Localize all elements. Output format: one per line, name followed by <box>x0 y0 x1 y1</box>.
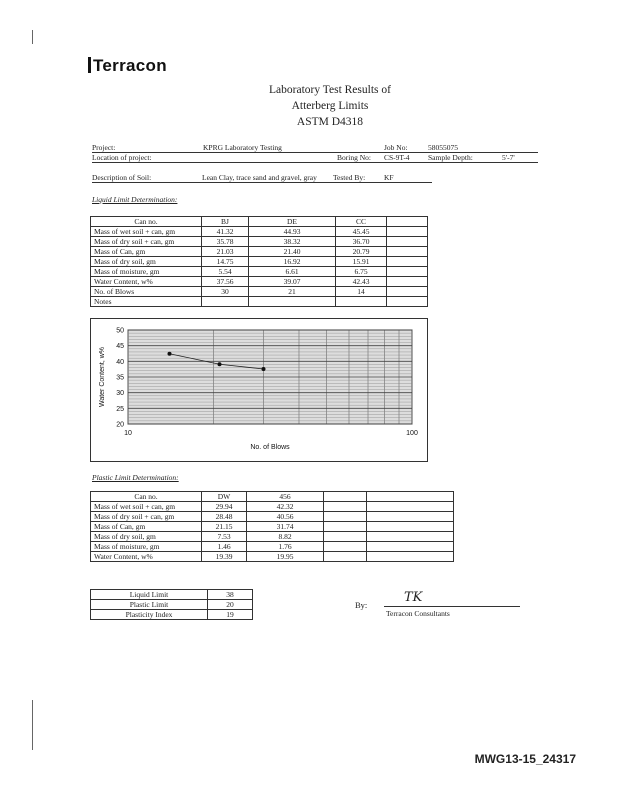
cell: 7.53 <box>202 532 247 542</box>
blank-cell <box>324 492 367 502</box>
table-row <box>91 257 428 267</box>
title-line-1: Laboratory Test Results of <box>269 84 391 96</box>
blank-cell <box>367 532 454 542</box>
cell: 6.61 <box>249 267 336 277</box>
x-axis-label: No. of Blows <box>250 444 290 451</box>
cell: 29.94 <box>202 502 247 512</box>
row-label: Water Content, w% <box>91 552 202 562</box>
data-point <box>168 352 172 356</box>
cell: 44.93 <box>249 227 336 237</box>
table-row <box>91 542 454 552</box>
table-row <box>91 552 454 562</box>
boring-label: Boring No: <box>337 153 371 162</box>
blank-cell <box>367 552 454 562</box>
job-label: Job No: <box>384 143 408 152</box>
terracon-logo: Terracon <box>88 56 167 76</box>
result-row <box>91 610 253 620</box>
blank-cell <box>387 217 428 227</box>
row-label: Mass of wet soil + can, gm <box>91 502 202 512</box>
row-label: No. of Blows <box>91 287 202 297</box>
tested-by-value: KF <box>384 173 394 182</box>
cell: 36.70 <box>336 237 387 247</box>
table-header: CC <box>336 217 387 227</box>
row-label: Mass of Can, gm <box>91 522 202 532</box>
description-value: Lean Clay, trace sand and gravel, gray <box>202 173 317 182</box>
result-label: Plasticity Index <box>91 610 208 620</box>
y-tick-label: 30 <box>116 390 124 398</box>
cell: 38.32 <box>249 237 336 247</box>
result-row <box>91 590 253 600</box>
result-value: 20 <box>208 600 253 610</box>
signature-line <box>384 606 520 607</box>
tested-by-label: Tested By: <box>333 173 366 182</box>
scan-mark <box>32 700 33 750</box>
table-row <box>91 522 454 532</box>
result-label: Liquid Limit <box>91 590 208 600</box>
table-row <box>91 502 454 512</box>
cell: 42.32 <box>247 502 324 512</box>
blank-cell <box>387 267 428 277</box>
divider <box>92 162 538 163</box>
plastic-limit-table <box>90 491 454 562</box>
blank-cell <box>336 297 387 307</box>
depth-value: 5'-7' <box>502 153 515 162</box>
y-tick-label: 25 <box>116 405 124 413</box>
cell: 19.39 <box>202 552 247 562</box>
cell: 6.75 <box>336 267 387 277</box>
cell: 19.95 <box>247 552 324 562</box>
cell: 31.74 <box>247 522 324 532</box>
blank-cell <box>367 542 454 552</box>
table-row <box>91 237 428 247</box>
blank-cell <box>324 532 367 542</box>
row-label: Mass of dry soil + can, gm <box>91 237 202 247</box>
cell: 21.03 <box>202 247 249 257</box>
blank-cell <box>387 227 428 237</box>
row-label: Water Content, w% <box>91 277 202 287</box>
x-tick-label: 100 <box>406 430 418 437</box>
cell: 28.48 <box>202 512 247 522</box>
cell: 21.40 <box>249 247 336 257</box>
cell: 42.43 <box>336 277 387 287</box>
boring-value: CS-9T-4 <box>384 153 410 162</box>
notes-label: Notes <box>91 297 202 307</box>
table-header-row <box>91 492 454 502</box>
blank-cell <box>249 297 336 307</box>
document-id: MWG13-15_24317 <box>474 752 576 766</box>
cell: 41.32 <box>202 227 249 237</box>
liquid-limit-section-title: Liquid Limit Determination: <box>92 195 178 204</box>
row-label: Mass of dry soil, gm <box>91 532 202 542</box>
description-label: Description of Soil: <box>92 173 152 182</box>
cell: 45.45 <box>336 227 387 237</box>
data-point <box>218 362 222 366</box>
blank-cell <box>367 512 454 522</box>
x-tick-label: 10 <box>124 430 132 437</box>
row-label: Mass of dry soil + can, gm <box>91 512 202 522</box>
blank-cell <box>324 502 367 512</box>
y-tick-label: 20 <box>116 421 124 429</box>
project-label: Project: <box>92 143 116 152</box>
y-tick-label: 50 <box>116 327 124 335</box>
cell: 14.75 <box>202 257 249 267</box>
scan-mark <box>32 30 33 44</box>
cell: 1.46 <box>202 542 247 552</box>
plastic-limit-section-title: Plastic Limit Determination: <box>92 473 179 482</box>
location-label: Location of project: <box>92 153 152 162</box>
table-row <box>91 287 428 297</box>
table-header-row <box>91 217 428 227</box>
table-header: DW <box>202 492 247 502</box>
result-value: 38 <box>208 590 253 600</box>
job-value: 58055075 <box>428 143 458 152</box>
blank-cell <box>367 502 454 512</box>
y-tick-label: 35 <box>116 374 124 382</box>
cell: 15.91 <box>336 257 387 267</box>
table-row <box>91 267 428 277</box>
by-label: By: <box>355 600 368 610</box>
result-row <box>91 600 253 610</box>
cell: 40.56 <box>247 512 324 522</box>
blank-cell <box>387 287 428 297</box>
signature-initials: TK <box>404 590 423 605</box>
cell: 5.54 <box>202 267 249 277</box>
blank-cell <box>367 522 454 532</box>
flow-curve-chart <box>90 318 428 462</box>
blank-cell <box>387 277 428 287</box>
table-row <box>91 532 454 542</box>
table-header: BJ <box>202 217 249 227</box>
depth-label: Sample Depth: <box>428 153 473 162</box>
cell: 37.56 <box>202 277 249 287</box>
cell: 1.76 <box>247 542 324 552</box>
cell: 35.78 <box>202 237 249 247</box>
y-tick-label: 45 <box>116 343 124 351</box>
data-point <box>262 367 266 371</box>
table-row <box>91 277 428 287</box>
cell: 30 <box>202 287 249 297</box>
blank-cell <box>324 522 367 532</box>
cell: 20.79 <box>336 247 387 257</box>
row-label: Mass of dry soil, gm <box>91 257 202 267</box>
blank-cell <box>202 297 249 307</box>
row-label: Mass of moisture, gm <box>91 542 202 552</box>
cell: 8.82 <box>247 532 324 542</box>
y-axis-label: Water Content, w% <box>99 346 106 408</box>
table-header: Can no. <box>91 217 202 227</box>
notes-row <box>91 297 428 307</box>
cell: 14 <box>336 287 387 297</box>
table-row <box>91 512 454 522</box>
blank-cell <box>387 297 428 307</box>
blank-cell <box>324 552 367 562</box>
table-header: DE <box>249 217 336 227</box>
table-row <box>91 227 428 237</box>
cell: 16.92 <box>249 257 336 267</box>
table-row <box>91 247 428 257</box>
divider <box>92 182 432 183</box>
y-tick-label: 40 <box>116 358 124 366</box>
blank-cell <box>367 492 454 502</box>
liquid-limit-table <box>90 216 428 307</box>
blank-cell <box>387 237 428 247</box>
blank-cell <box>387 247 428 257</box>
cell: 21 <box>249 287 336 297</box>
project-value: KPRG Laboratory Testing <box>203 143 282 152</box>
cell: 21.15 <box>202 522 247 532</box>
result-label: Plastic Limit <box>91 600 208 610</box>
table-header: 456 <box>247 492 324 502</box>
row-label: Mass of moisture, gm <box>91 267 202 277</box>
row-label: Mass of Can, gm <box>91 247 202 257</box>
table-header: Can no. <box>91 492 202 502</box>
results-table <box>90 589 253 620</box>
title-line-2: Atterberg Limits <box>291 100 369 112</box>
cell: 39.07 <box>249 277 336 287</box>
blank-cell <box>387 257 428 267</box>
company-name: Terracon Consultants <box>386 609 450 618</box>
result-value: 19 <box>208 610 253 620</box>
title-line-3: ASTM D4318 <box>296 116 364 128</box>
blank-cell <box>324 542 367 552</box>
row-label: Mass of wet soil + can, gm <box>91 227 202 237</box>
blank-cell <box>324 512 367 522</box>
